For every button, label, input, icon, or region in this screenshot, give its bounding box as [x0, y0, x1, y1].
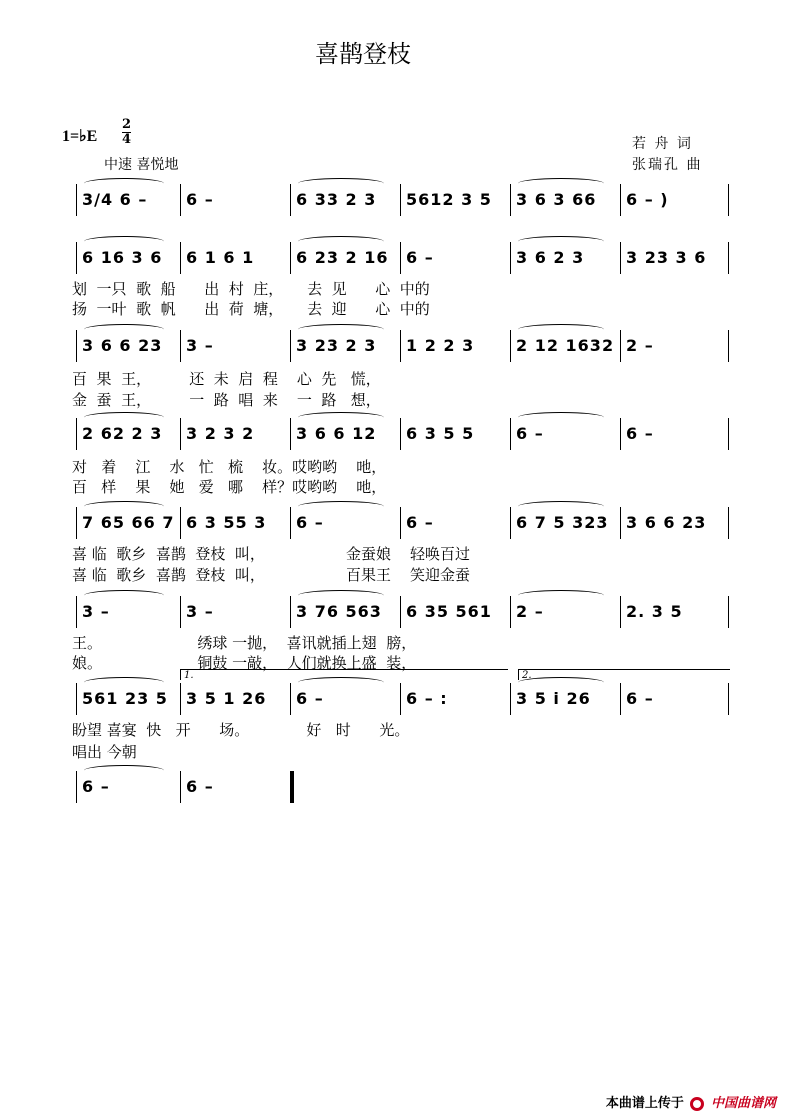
slur-mark [518, 324, 604, 335]
measure: 6 – [296, 689, 324, 708]
slur-mark [518, 178, 604, 189]
staff-row [76, 670, 728, 715]
measure: 6 – [296, 513, 324, 532]
measure: 7 65 66 7 [82, 513, 175, 532]
lyric-line: 百 果 王， 还 未 启 程 心 先 慌， [72, 370, 381, 388]
volta-first: 1. [180, 669, 508, 680]
slur-mark [84, 501, 164, 512]
upload-footer [606, 1092, 776, 1111]
measure: 6 – [186, 190, 214, 209]
tempo-marking: 中速 喜悦地 [104, 157, 179, 173]
measure: 2 – [516, 602, 544, 621]
time-signature [122, 118, 131, 147]
slur-mark [298, 590, 384, 601]
barline [728, 418, 729, 450]
lyric-line: 百 样 果 她 爱 哪 样？哎哟哟 吔， [72, 478, 387, 496]
slur-mark [518, 412, 604, 423]
measure: 6 – ) [626, 190, 669, 209]
measure: 2 – [626, 336, 654, 355]
lyric-line: 喜 临 歌乡 喜鹊 登枝 叫， 金蚕娘 轻唤百过 [72, 545, 471, 563]
barline [728, 596, 729, 628]
slur-mark [84, 677, 164, 688]
measure: 3 2 3 2 [186, 424, 255, 443]
measure: 6 – [626, 424, 654, 443]
measure: 6 23 2 16 [296, 248, 389, 267]
measure: 3 – [82, 602, 110, 621]
footer-brand[interactable]: 中国曲谱网 [710, 1096, 776, 1111]
measure: 3 23 2 3 [296, 336, 377, 355]
measure: 3 6 3 66 [516, 190, 597, 209]
measure: 6 – : [406, 689, 448, 708]
key-signature: 1=♭E [62, 128, 98, 145]
lyric-line: 金 蚕 王， 一 路 唱 来 一 路 想， [72, 391, 381, 409]
measure: 561 23 5 [82, 689, 168, 708]
lyricist-credit: 若 舟 词 [632, 136, 693, 152]
lyric-line: 娘。 铜鼓 一敲， 人们就换上盛 装， [72, 654, 417, 672]
slur-mark [84, 590, 164, 601]
measure: 6 – [82, 777, 110, 796]
slur-mark [298, 412, 384, 423]
measure: 6 – [516, 424, 544, 443]
lyric-line: 唱出 今朝 [72, 743, 137, 761]
measure: 3 6 6 12 [296, 424, 377, 443]
measure: 3 76 563 [296, 602, 382, 621]
measure: 3 23 3 6 [626, 248, 707, 267]
composer-credit: 张瑞孔 曲 [632, 157, 703, 173]
lyric-line: 对 着 江 水 忙 梳 妆。哎哟哟 吔， [72, 458, 387, 476]
measure: 2 12 1632 [516, 336, 615, 355]
measure: 6 16 3 6 [82, 248, 163, 267]
measure: 5612 3 5 [406, 190, 492, 209]
slur-mark [298, 501, 384, 512]
measure: 6 3 5 5 [406, 424, 475, 443]
slur-mark [298, 178, 384, 189]
site-logo-icon [690, 1097, 704, 1111]
staff-row [76, 242, 728, 274]
staff-row [76, 418, 728, 450]
measure: 6 35 561 [406, 602, 492, 621]
slur-mark [84, 765, 164, 776]
lyric-line: 喜 临 歌乡 喜鹊 登枝 叫， 百果王 笑迎金蚕 [72, 566, 471, 584]
slur-mark [518, 590, 604, 601]
volta-second: 2. [518, 669, 730, 680]
barline [728, 184, 729, 216]
staff-row [76, 507, 728, 539]
slur-mark [298, 236, 384, 247]
footer-prefix: 本曲谱上传于 [605, 1096, 684, 1111]
slur-mark [518, 236, 604, 247]
barline [728, 683, 729, 715]
measure: 1 2 2 3 [406, 336, 475, 355]
measure: 6 – [406, 513, 434, 532]
measure: 6 – [406, 248, 434, 267]
measure: 6 – [186, 777, 214, 796]
lyric-line: 扬 一叶 歌 帆 出 荷 塘， 去 迎 心 中的 [72, 300, 430, 318]
lyric-line: 划 一只 歌 船 出 村 庄， 去 见 心 中的 [72, 280, 430, 298]
barline [290, 771, 294, 803]
page-title: 喜鹊登枝 [315, 40, 411, 68]
measure: 3 – [186, 602, 214, 621]
measure: 3 6 6 23 [82, 336, 163, 355]
staff-row [76, 184, 728, 216]
lyric-line: 盼望 喜宴 快 开 场。 好 时 光。 [72, 721, 410, 739]
measure: 6 33 2 3 [296, 190, 377, 209]
slur-mark [84, 324, 164, 335]
measure: 3 6 6 23 [626, 513, 707, 532]
time-bottom: 4 [122, 132, 132, 147]
staff-row [76, 771, 728, 803]
slur-mark [518, 501, 604, 512]
measure: 3/4 6 – [82, 190, 148, 209]
measure: 3 5 1 26 [186, 689, 267, 708]
staff-row [76, 596, 728, 628]
staff-row [76, 330, 728, 362]
measure: 6 – [626, 689, 654, 708]
measure: 6 1 6 1 [186, 248, 255, 267]
slur-mark [84, 178, 164, 189]
slur-mark [84, 236, 164, 247]
measure: 3 5 i 26 [516, 689, 591, 708]
measure: 3 6 2 3 [516, 248, 585, 267]
measure: 6 3 55 3 [186, 513, 267, 532]
barline [728, 242, 729, 274]
measure: 2. 3 5 [626, 602, 683, 621]
measure: 2 62 2 3 [82, 424, 163, 443]
measure: 6 7 5 323 [516, 513, 609, 532]
barline [728, 330, 729, 362]
lyric-line: 王。 绣球 一抛， 喜讯就插上翅 膀， [72, 634, 417, 652]
slur-mark [84, 412, 164, 423]
time-top: 2 [122, 117, 132, 132]
barline [728, 507, 729, 539]
slur-mark [298, 324, 384, 335]
measure: 3 – [186, 336, 214, 355]
